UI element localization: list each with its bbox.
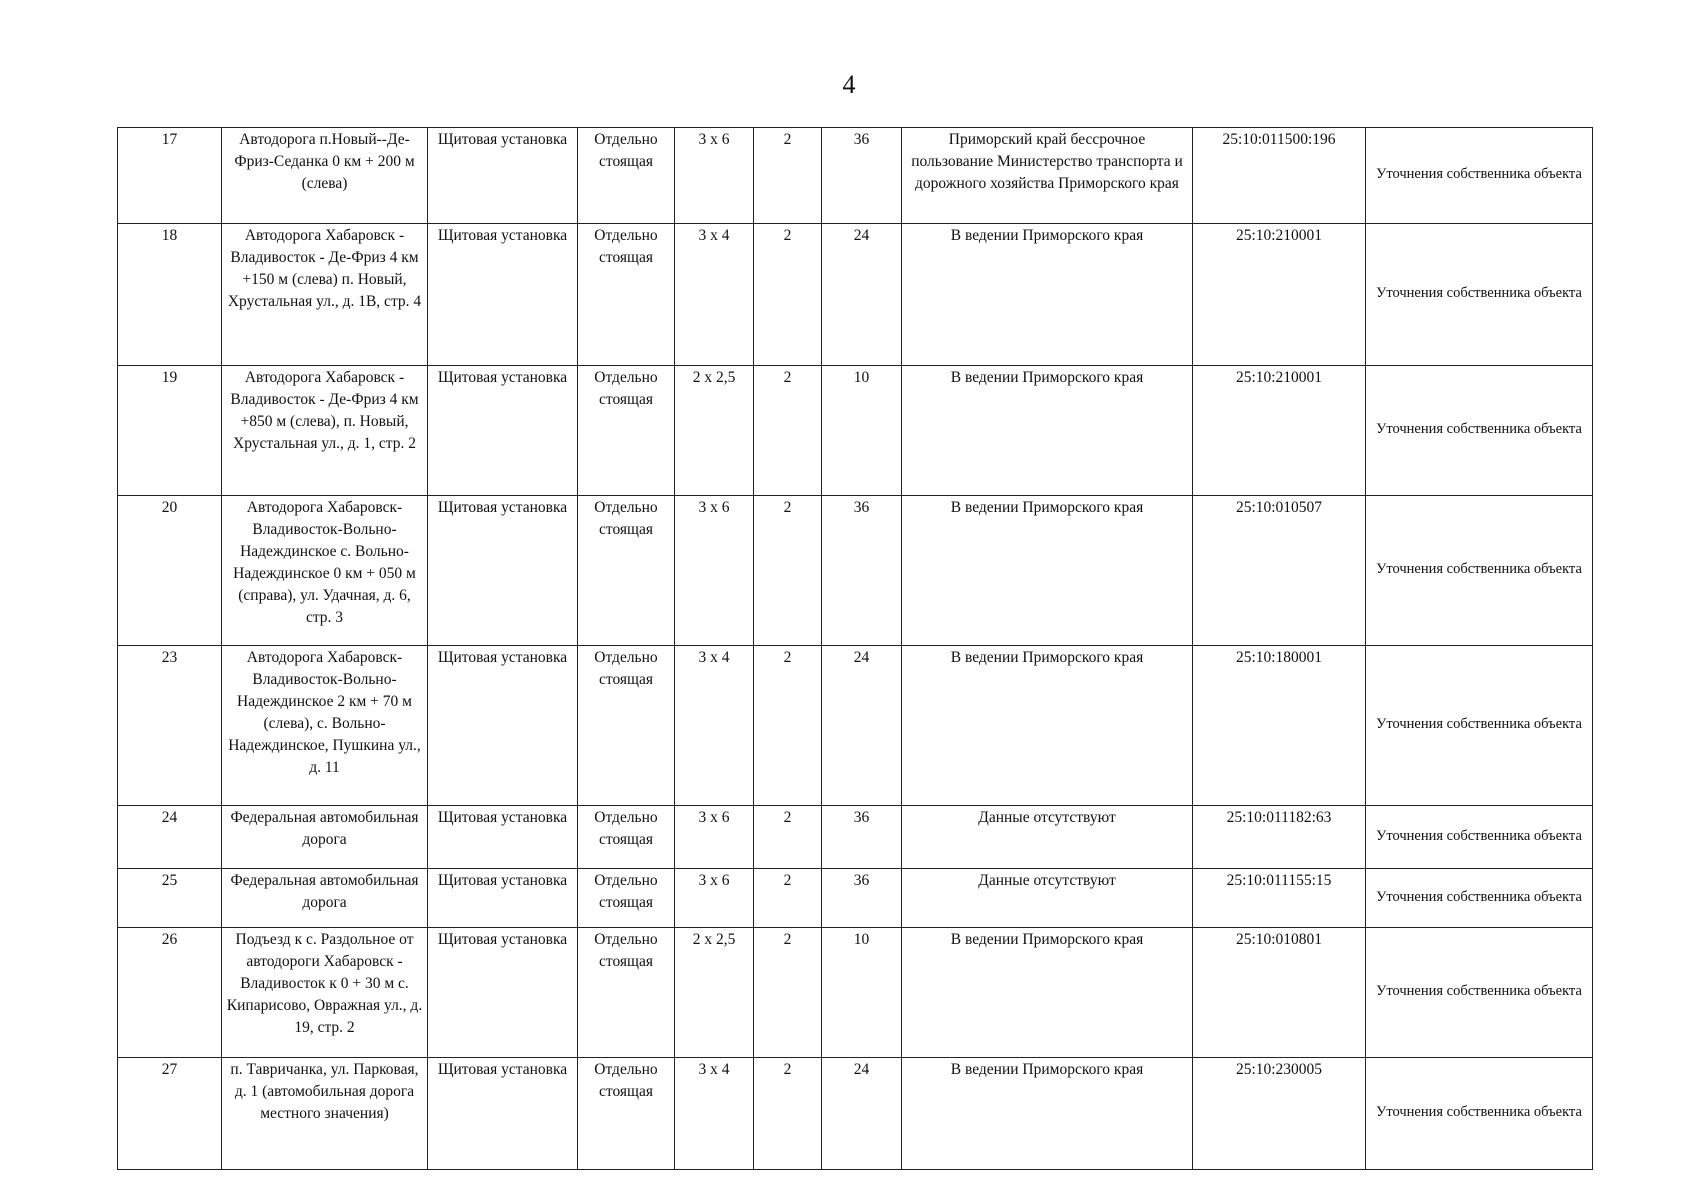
cadastral-cell: 25:10:011500:196: [1193, 128, 1366, 224]
address-cell: Автодорога Хабаровск-Владивосток-Вольно-Надеждинское 2 км + 70 м (слева), с. Вольно-Надеждинское, Пушкина ул., д. 11: [222, 646, 428, 806]
area-cell: 36: [822, 869, 902, 928]
placement-cell: Отдельно стоящая: [578, 928, 675, 1058]
sides-cell: 2: [754, 366, 822, 496]
table-row: [118, 224, 1593, 366]
placement-cell: Отдельно стоящая: [578, 1058, 675, 1170]
type-cell: Щитовая установка: [428, 806, 578, 869]
sides-cell: 2: [754, 224, 822, 366]
ownership-cell: В ведении Приморского края: [902, 1058, 1193, 1170]
sides-cell: 2: [754, 1058, 822, 1170]
note-cell: Уточнения собственника объекта: [1366, 366, 1593, 496]
row-number: 23: [118, 646, 222, 806]
table-row: [118, 128, 1593, 224]
type-cell: Щитовая установка: [428, 928, 578, 1058]
ownership-cell: В ведении Приморского края: [902, 366, 1193, 496]
row-number: 24: [118, 806, 222, 869]
ownership-cell: В ведении Приморского края: [902, 496, 1193, 646]
sides-cell: 2: [754, 806, 822, 869]
ownership-cell: Данные отсутствуют: [902, 869, 1193, 928]
size-cell: 2 х 2,5: [675, 928, 754, 1058]
sides-cell: 2: [754, 869, 822, 928]
address-cell: Автодорога Хабаровск - Владивосток - Де-Фриз 4 км +150 м (слева) п. Новый, Хрустальная ул., д. 1В, стр. 4: [222, 224, 428, 366]
size-cell: 3 х 4: [675, 646, 754, 806]
cadastral-cell: 25:10:010801: [1193, 928, 1366, 1058]
page-number: 4: [842, 70, 856, 99]
row-number: 17: [118, 128, 222, 224]
sides-cell: 2: [754, 128, 822, 224]
placement-cell: Отдельно стоящая: [578, 224, 675, 366]
ownership-cell: В ведении Приморского края: [902, 928, 1193, 1058]
area-cell: 10: [822, 928, 902, 1058]
note-cell: Уточнения собственника объекта: [1366, 496, 1593, 646]
sides-cell: 2: [754, 496, 822, 646]
note-cell: Уточнения собственника объекта: [1366, 646, 1593, 806]
cadastral-cell: 25:10:010507: [1193, 496, 1366, 646]
size-cell: 3 х 6: [675, 496, 754, 646]
row-number: 20: [118, 496, 222, 646]
type-cell: Щитовая установка: [428, 646, 578, 806]
sides-cell: 2: [754, 646, 822, 806]
size-cell: 3 х 4: [675, 1058, 754, 1170]
table-row: [118, 366, 1593, 496]
type-cell: Щитовая установка: [428, 1058, 578, 1170]
area-cell: 24: [822, 1058, 902, 1170]
table-row: [118, 806, 1593, 869]
cadastral-cell: 25:10:011182:63: [1193, 806, 1366, 869]
note-cell: Уточнения собственника объекта: [1366, 1058, 1593, 1170]
placement-cell: Отдельно стоящая: [578, 806, 675, 869]
size-cell: 2 х 2,5: [675, 366, 754, 496]
type-cell: Щитовая установка: [428, 224, 578, 366]
table-row: [118, 928, 1593, 1058]
note-cell: Уточнения собственника объекта: [1366, 128, 1593, 224]
size-cell: 3 х 4: [675, 224, 754, 366]
address-cell: Подъезд к с. Раздольное от автодороги Хабаровск - Владивосток к 0 + 30 м с. Кипарисово, Овражная ул., д. 19, стр. 2: [222, 928, 428, 1058]
cadastral-cell: 25:10:210001: [1193, 224, 1366, 366]
address-cell: Федеральная автомобильная дорога: [222, 806, 428, 869]
placement-cell: Отдельно стоящая: [578, 366, 675, 496]
registry-table: [117, 127, 1593, 1170]
type-cell: Щитовая установка: [428, 496, 578, 646]
size-cell: 3 х 6: [675, 128, 754, 224]
table-row: [118, 646, 1593, 806]
area-cell: 36: [822, 128, 902, 224]
area-cell: 36: [822, 496, 902, 646]
address-cell: п. Тавричанка, ул. Парковая, д. 1 (автомобильная дорога местного значения): [222, 1058, 428, 1170]
size-cell: 3 х 6: [675, 806, 754, 869]
row-number: 18: [118, 224, 222, 366]
row-number: 19: [118, 366, 222, 496]
placement-cell: Отдельно стоящая: [578, 869, 675, 928]
row-number: 26: [118, 928, 222, 1058]
type-cell: Щитовая установка: [428, 128, 578, 224]
type-cell: Щитовая установка: [428, 366, 578, 496]
placement-cell: Отдельно стоящая: [578, 128, 675, 224]
cadastral-cell: 25:10:180001: [1193, 646, 1366, 806]
type-cell: Щитовая установка: [428, 869, 578, 928]
address-cell: Федеральная автомобильная дорога: [222, 869, 428, 928]
ownership-cell: Данные отсутствуют: [902, 806, 1193, 869]
note-cell: Уточнения собственника объекта: [1366, 806, 1593, 869]
sides-cell: 2: [754, 928, 822, 1058]
table-row: [118, 869, 1593, 928]
table-row: [118, 1058, 1593, 1170]
area-cell: 24: [822, 646, 902, 806]
ownership-cell: В ведении Приморского края: [902, 646, 1193, 806]
note-cell: Уточнения собственника объекта: [1366, 928, 1593, 1058]
row-number: 25: [118, 869, 222, 928]
address-cell: Автодорога Хабаровск-Владивосток-Вольно-Надеждинское с. Вольно-Надеждинское 0 км + 050 м (справа), ул. Удачная, д. 6, стр. 3: [222, 496, 428, 646]
cadastral-cell: 25:10:230005: [1193, 1058, 1366, 1170]
placement-cell: Отдельно стоящая: [578, 646, 675, 806]
cadastral-cell: 25:10:011155:15: [1193, 869, 1366, 928]
row-number: 27: [118, 1058, 222, 1170]
cadastral-cell: 25:10:210001: [1193, 366, 1366, 496]
size-cell: 3 х 6: [675, 869, 754, 928]
address-cell: Автодорога п.Новый--Де-Фриз-Седанка 0 км + 200 м (слева): [222, 128, 428, 224]
ownership-cell: Приморский край бессрочное пользование Министерство транспорта и дорожного хозяйства Приморского края: [902, 128, 1193, 224]
area-cell: 10: [822, 366, 902, 496]
note-cell: Уточнения собственника объекта: [1366, 869, 1593, 928]
area-cell: 36: [822, 806, 902, 869]
table-row: [118, 496, 1593, 646]
address-cell: Автодорога Хабаровск - Владивосток - Де-Фриз 4 км +850 м (слева), п. Новый, Хрустальная ул., д. 1, стр. 2: [222, 366, 428, 496]
note-cell: Уточнения собственника объекта: [1366, 224, 1593, 366]
placement-cell: Отдельно стоящая: [578, 496, 675, 646]
ownership-cell: В ведении Приморского края: [902, 224, 1193, 366]
area-cell: 24: [822, 224, 902, 366]
